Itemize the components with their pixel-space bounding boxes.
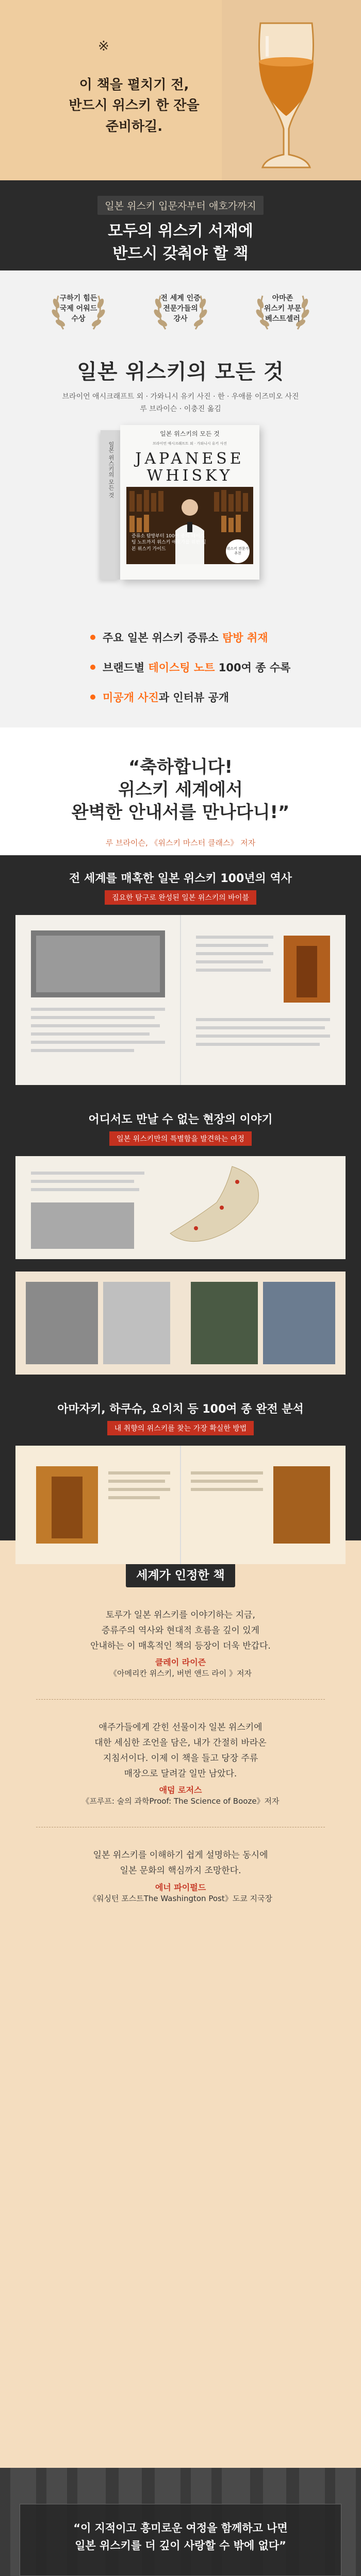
book-cover-image — [72, 425, 289, 580]
award-badge — [48, 278, 109, 338]
badge-line: 위스키 부문 — [264, 304, 302, 313]
cover-english-title — [120, 450, 259, 484]
pitch-section — [0, 180, 361, 270]
endorser-name: 애덤 로저스 — [159, 1785, 202, 1795]
bullet-icon — [90, 694, 95, 700]
cover-credit: 브라이언 애시크래프트 외 · 가와니시 유키 사진 — [152, 441, 227, 446]
quote-line: 증류주의 역사와 현대적 흐름을 깊이 있게 — [101, 1625, 260, 1636]
endorser-name: 클레이 라이즌 — [155, 1657, 206, 1668]
page-spread-preview — [15, 1156, 346, 1259]
endorsement-quote — [0, 1848, 361, 1879]
closing-quote-line: “이 지적이고 흥미로운 여정을 함께하고 나면 — [73, 2522, 288, 2534]
page-spread-preview — [15, 1272, 346, 1375]
quote-section — [0, 727, 361, 855]
badge-line: 아마존 — [272, 294, 293, 302]
quote-line: 위스키 세계에서 — [118, 779, 243, 801]
showcase-header — [0, 870, 361, 905]
badge-label — [57, 293, 100, 325]
badge-line: 구하기 힘든 — [59, 294, 97, 302]
feature-item — [90, 652, 361, 682]
badge-line: 전 세계 인증 — [160, 294, 201, 302]
award-badge — [252, 278, 313, 338]
badge-line: 베스트셀러 — [265, 315, 300, 324]
quote-line: 완벽한 안내서를 만나다니!” — [71, 802, 290, 823]
feature-text — [103, 630, 268, 645]
feature-item — [90, 682, 361, 712]
bullet-icon — [90, 635, 95, 640]
endorser-name: 에너 파이펄드 — [155, 1882, 206, 1892]
book-credits — [0, 391, 361, 416]
pitch-headline — [0, 220, 361, 265]
quote-line: “축하합니다! — [128, 757, 233, 777]
reference-mark: ※ — [98, 39, 109, 54]
showcase-title: 전 세계를 매혹한 일본 위스키 100년의 역사 — [69, 872, 292, 885]
endorser-source: 《아메리칸 위스키, 버번 앤드 라이 》저자 — [109, 1669, 252, 1679]
award-badges — [0, 270, 361, 345]
endorser-source: 《워싱턴 포스트The Washington Post》도쿄 지국장 — [89, 1893, 272, 1903]
badge-line: 수상 — [71, 315, 86, 324]
endorsement-quote — [0, 1720, 361, 1782]
inside-pages-showcase — [0, 855, 361, 1540]
spread-gutter — [180, 915, 181, 1085]
map-spread-image — [15, 1156, 346, 1259]
quote-line: 지침서이다. 이제 이 책을 들고 당장 주류 — [103, 1753, 258, 1764]
feature-text — [103, 689, 229, 705]
showcase-subtitle: 일본 위스키만의 특별함을 발견하는 여정 — [109, 1131, 252, 1146]
interview-spread-image — [15, 1272, 346, 1375]
feature-highlight: 탐방 취재 — [222, 632, 268, 644]
badge-line: 전문가들의 — [163, 304, 198, 313]
closing-quote-line: 일본 위스키를 더 깊이 사랑할 수 밖에 없다” — [75, 2539, 286, 2552]
showcase-title: 어디서도 만날 수 없는 현장의 이야기 — [88, 1113, 273, 1126]
pitch-subtitle: 일본 위스키 입문자부터 애호가까지 — [97, 196, 263, 215]
quote-line: 토루가 일본 위스키를 이야기하는 지금, — [106, 1610, 255, 1620]
feature-text-part: 과 인터뷰 공개 — [158, 691, 229, 704]
showcase-header — [0, 1400, 361, 1435]
showcase-title: 아마자키, 하쿠슈, 요이치 등 100여 종 완전 분석 — [57, 1403, 304, 1416]
quote-line: 일본 위스키를 이해하기 쉽게 설명하는 동시에 — [93, 1850, 268, 1861]
book-title: 일본 위스키의 모든 것 — [77, 360, 284, 384]
cover-stamp: 위스키 전문가 추천 — [226, 539, 250, 563]
quote-text — [0, 756, 361, 824]
cover-english-line: JAPANESE — [135, 449, 244, 468]
cover-blurb: 증류소 탐방부터 100여 종의 테이스팅 노트까지 위스키 애호가를 위한 일본 위스키 가이드 — [132, 533, 206, 552]
quote-line: 애주가들에게 갇힌 선물이자 일본 위스키에 — [99, 1722, 262, 1733]
book-spine — [101, 430, 120, 580]
feature-list — [0, 613, 361, 727]
spread-gutter — [180, 1446, 181, 1564]
hero-line: 반드시 위스키 한 잔을 — [69, 98, 200, 114]
whisky-glass-image — [245, 13, 327, 178]
endorser-source: 《프루프: 술의 과학Proof: The Science of Booze》저자 — [81, 1797, 280, 1806]
quote-line: 안내하는 이 매혹적인 책의 등장이 더욱 반갑다. — [90, 1640, 271, 1651]
feature-highlight: 테이스팅 노트 — [148, 662, 215, 674]
showcase-subtitle: 내 취향의 위스키를 찾는 가장 확실한 방법 — [107, 1421, 254, 1435]
page-spread-preview — [15, 1446, 346, 1564]
hero-banner — [0, 0, 361, 180]
closing-quote-box — [20, 2504, 341, 2576]
cover-title: 일본 위스키의 모든 것 — [160, 430, 220, 437]
badge-line: 국제 어워드 — [59, 304, 97, 313]
bullet-icon — [90, 665, 95, 670]
endorsement-quote — [0, 1608, 361, 1654]
award-badge — [150, 278, 211, 338]
pitch-line: 모두의 위스키 서재에 — [108, 222, 253, 240]
feature-text-part: 100여 종 수록 — [215, 662, 291, 674]
badge-line: 강사 — [173, 315, 188, 324]
showcase-header — [0, 1111, 361, 1146]
book-front-cover — [120, 425, 259, 580]
page-spread-preview — [15, 915, 346, 1085]
credit-line: 브라이언 애시크래프트 외 · 가와니시 유키 사진 · 한 · 우애를 이즈미오 사진 — [62, 393, 299, 401]
divider — [36, 1699, 325, 1700]
feature-text-part: 주요 일본 위스키 증류소 — [103, 632, 223, 644]
spine-title: 일본 위스키의 모든 것 — [108, 441, 114, 498]
feature-text-part: 브랜드별 — [103, 662, 149, 674]
hero-headline — [64, 75, 204, 137]
quote-attribution: 루 브라이슨, 《위스키 마스터 클래스》 저자 — [105, 838, 256, 848]
badge-label — [159, 293, 202, 325]
feature-text — [103, 659, 290, 675]
cover-english-line: WHISKY — [146, 466, 233, 485]
closing-banner — [0, 2468, 361, 2576]
feature-item — [90, 622, 361, 652]
badge-label — [261, 293, 304, 325]
endorsements-heading: 세계가 인정한 책 — [126, 1561, 235, 1587]
hero-line: 이 책을 펼치기 전, — [79, 77, 189, 93]
endorsements-section — [0, 1540, 361, 2468]
hero-line: 준비하길. — [105, 118, 163, 134]
quote-line: 대한 세심한 조언을 담은, 내가 간절히 바라온 — [94, 1738, 267, 1748]
pitch-line: 반드시 갖춰야 할 책 — [112, 244, 249, 263]
feature-highlight: 미공개 사진 — [103, 691, 159, 704]
showcase-subtitle: 집요한 탐구로 완성된 일본 위스키의 바이블 — [105, 890, 256, 905]
quote-line: 일본 문화의 핵심까지 조망한다. — [120, 1866, 241, 1876]
book-section — [0, 345, 361, 613]
credit-line: 루 브라이슨 · 이충진 옮김 — [140, 404, 221, 413]
quote-line: 매장으로 달려갈 일만 남았다. — [124, 1768, 237, 1779]
